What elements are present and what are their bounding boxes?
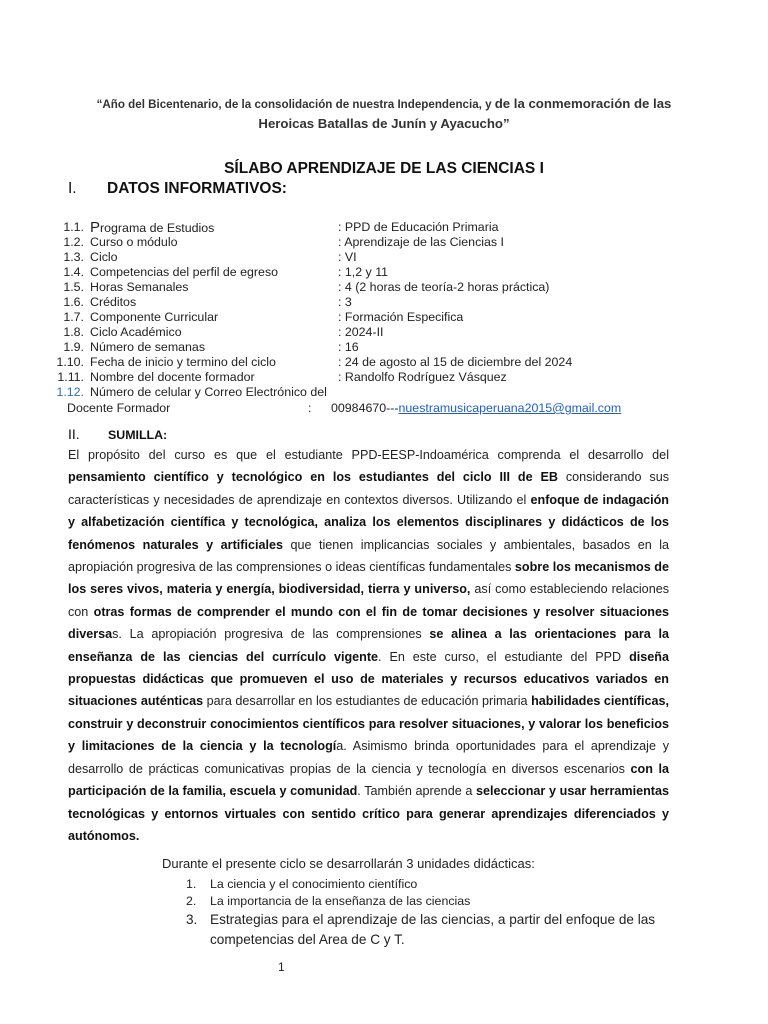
unit-number: 2.: [186, 894, 197, 908]
motto-part1: “Año del Bicentenario, de la consolidación de nuestra Independencia, y: [96, 98, 495, 111]
info-row-value: : PPD de Educación Primaria: [338, 220, 499, 234]
info-row: [0, 280, 768, 295]
info-row-label-text: Horas Semanales: [90, 280, 189, 294]
info-row-label-text: Competencias del perfil de egreso: [90, 265, 279, 279]
info-row-number: 1.6.: [63, 295, 84, 309]
info-row-label-initial: P: [90, 219, 101, 236]
info-row-value: : 4 (2 horas de teoría-2 horas práctica): [338, 280, 550, 294]
info-row-number: 1.2.: [63, 235, 84, 249]
info-row-label: [90, 295, 136, 310]
sumilla-paragraph: [68, 444, 669, 847]
info-row-label-text: Nombre del docente formador: [90, 370, 255, 384]
info-row: [0, 355, 768, 370]
email-link[interactable]: nuestramusicaperuana2015@gmail.com: [398, 401, 622, 415]
info-row-label-text: Componente Curricular: [90, 310, 219, 324]
info-row-label: [90, 220, 214, 236]
unit-item: [162, 910, 682, 950]
info-row-label: [90, 280, 188, 295]
info-row: [0, 340, 768, 355]
unit-number: 1.: [186, 877, 197, 891]
info-row-number: 1.10.: [56, 355, 84, 369]
info-row: [0, 265, 768, 280]
section-1-number: I.: [68, 180, 77, 197]
info-row-label: [90, 265, 278, 280]
info-row-value: : Aprendizaje de las Ciencias I: [338, 235, 504, 249]
section-2-label: SUMILLA:: [108, 428, 168, 442]
info-row-label-text: rograma de Estudios: [100, 221, 215, 235]
sumilla-bold-text: se alinea a las orientaciones para la enseñanza de las ciencias del currículo vigente: [68, 627, 669, 664]
section-2-number: II.: [68, 426, 80, 442]
info-row-label-text: Número de semanas: [90, 340, 206, 354]
sumilla-text: así como estableciendo relaciones con: [68, 582, 669, 619]
sumilla-bold-text: con la participación de la familia, escuela y comunidad: [68, 761, 669, 799]
section-1-heading: [68, 180, 287, 198]
info-row: [0, 220, 768, 235]
info-row: [0, 310, 768, 325]
sumilla-bold-text: habilidades científicas, construir y deconstruir conocimientos científicos para resolver situaciones, y valorar los beneficios y limitaciones de la ciencia y la tecnologí: [68, 694, 669, 754]
info-row-label: [90, 370, 255, 385]
info-row-value: : Randolfo Rodríguez Vásquez: [338, 370, 507, 384]
info-row-label-text: Ciclo Académico: [90, 325, 182, 339]
info-row-value: : 24 de agosto al 15 de diciembre del 2024: [338, 355, 573, 369]
info-row-number: 1.7.: [63, 310, 84, 324]
info-row-label: [90, 235, 177, 250]
section-1-label: DATOS INFORMATIVOS:: [107, 180, 287, 197]
units-list: [162, 876, 682, 950]
page-number: 1: [278, 960, 285, 974]
info-row-value: : 16: [338, 340, 359, 354]
info-row-number: 1.5.: [63, 280, 84, 294]
sumilla-text: s. La apropiación progresiva de las comprensiones: [112, 627, 430, 642]
info-row-number: 1.11.: [57, 370, 84, 384]
unit-item: [162, 893, 682, 910]
unit-number: 3.: [186, 912, 198, 927]
sumilla-text: para desarrollar en los estudiantes de educación primaria: [203, 694, 532, 709]
unit-item: [162, 876, 682, 893]
info-row-number: 1.1.: [63, 220, 84, 234]
info-row-number: 1.4.: [63, 265, 84, 279]
info-row-label-text: Fecha de inicio y termino del ciclo: [90, 355, 276, 369]
section-2-heading: [68, 426, 167, 442]
info-row-label-text: Créditos: [90, 295, 137, 309]
docente-row: [0, 400, 768, 416]
info-row-value: : 2024-II: [338, 325, 384, 339]
sumilla-bold-text: otras formas de comprender el mundo con el fin de tomar decisiones y resolver situaciones diversa: [68, 604, 670, 642]
sumilla-bold-text: sobre los mecanismos de los seres vivos, materia y energía, biodiversidad, tierra y universo,: [68, 560, 669, 597]
unit-text: La ciencia y el conocimiento científico: [210, 877, 418, 891]
info-row-value: : Formación Especifica: [338, 310, 464, 324]
sumilla-bold-text: seleccionar y usar herramientas tecnológicas y entornos virtuales con sentido crítico para generar aprendizajes diferenciados y autónomos.: [68, 784, 669, 843]
info-row: [0, 385, 768, 400]
info-row-label-text: Curso o módulo: [90, 235, 178, 249]
info-row: [0, 370, 768, 385]
sumilla-text: . También aprende a: [357, 784, 477, 799]
info-row-label: [90, 355, 276, 370]
sumilla-bold-text: diseña propuestas didácticas que promueven el uso de materiales y recursos educativos variados en situaciones auténticas: [68, 649, 669, 709]
info-row-label: [90, 340, 205, 355]
info-list: [0, 220, 768, 400]
info-row-value: : 1,2 y 11: [338, 265, 389, 279]
sumilla-text: El propósito del curso es que el estudiante PPD-EESP-Indoamérica comprenda el desarrollo del: [68, 448, 669, 462]
info-row-label: [90, 385, 327, 400]
sumilla-bold-text: pensamiento científico y tecnológico en los estudiantes del ciclo III de EB: [68, 470, 558, 485]
docente-phone: 00984670---: [331, 401, 399, 415]
info-row-label: [90, 250, 118, 265]
sumilla-text: que tienen implicancias sociales y ambientales, basados en la apropiación progresiva de las comprensiones o ideas científicas fundamentales: [68, 537, 670, 575]
units-intro: Durante el presente ciclo se desarrollarán 3 unidades didácticas:: [162, 856, 535, 871]
info-row-label-text: Número de celular y Correo Electrónico del: [90, 385, 327, 399]
info-row-label: [90, 325, 182, 340]
info-row-number: 1.9.: [63, 340, 84, 354]
info-row-number: 1.12.: [56, 385, 84, 399]
info-row-value: : 3: [338, 295, 352, 309]
motto-header: [60, 94, 708, 134]
info-row: [0, 250, 768, 265]
info-row-number: 1.3.: [63, 250, 84, 264]
motto-line2: Heroicas Batallas de Junín y Ayacucho”: [258, 116, 510, 131]
info-row-value: : VI: [338, 250, 357, 264]
sumilla-bold-text: enfoque de indagación y alfabetización científica y tecnológica, analiza los elementos disciplinares y didácticos de los fenómenos naturales y artificiales: [68, 492, 669, 552]
sumilla-text: . En este curso, el estudiante del PPD: [378, 649, 630, 664]
info-row: [0, 325, 768, 340]
info-row-number: 1.8.: [63, 325, 84, 339]
document-title: SÍLABO APRENDIZAJE DE LAS CIENCIAS I: [224, 160, 544, 177]
info-row-label-text: Ciclo: [90, 250, 118, 264]
unit-text: La importancia de la enseñanza de las ciencias: [210, 894, 471, 908]
unit-text: Estrategias para el aprendizaje de las ciencias, a partir del enfoque de las competencias del Area de C y T.: [210, 912, 656, 947]
info-row: [0, 235, 768, 250]
docente-label: Docente Formador: [67, 401, 171, 415]
info-row-label: [90, 310, 218, 325]
info-row: [0, 295, 768, 310]
docente-contact: [331, 400, 621, 416]
sumilla-text: considerando sus características y necesidades de aprendizaje en contextos diversos. Utilizando el: [68, 470, 669, 507]
motto-part2: de la conmemoración de las: [494, 96, 672, 111]
sumilla-text: a. Asimismo brinda oportunidades para el aprendizaje y desarrollo de prácticas comunicativas propias de la ciencia y tecnología en diversos escenarios: [68, 739, 669, 776]
docente-colon: :: [308, 401, 312, 415]
